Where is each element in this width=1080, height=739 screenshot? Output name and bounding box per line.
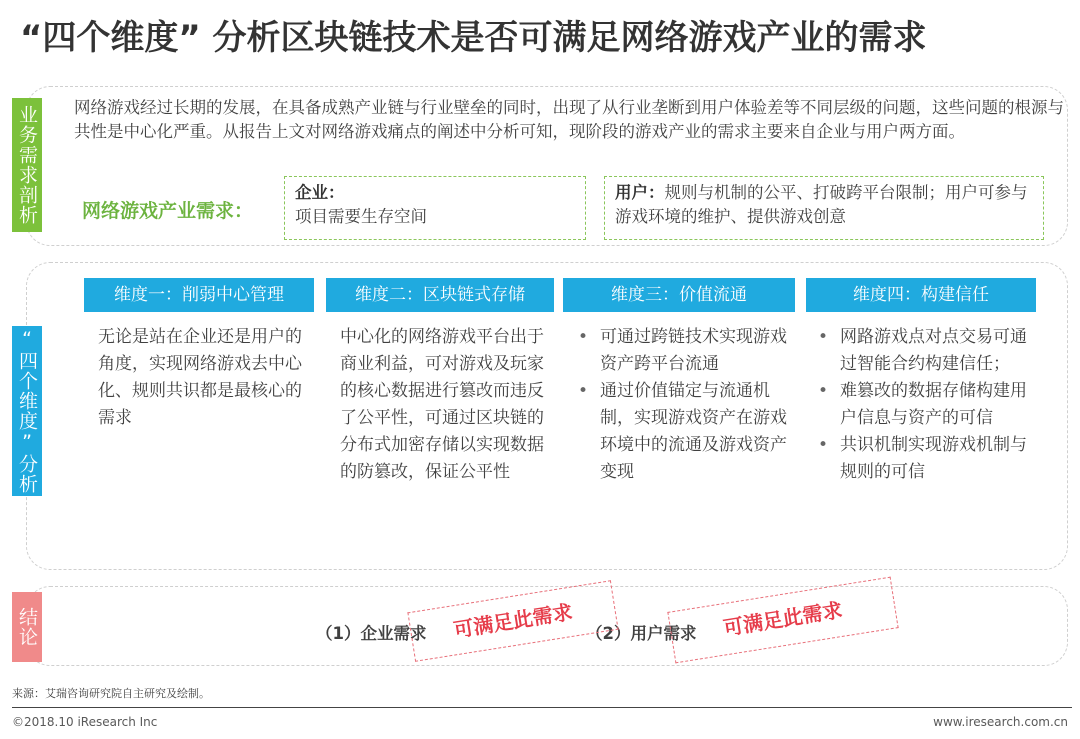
conclusion-label: 结论 — [12, 592, 42, 662]
satisfied-stamp: 可满足此需求 — [667, 577, 898, 664]
page-title: “四个维度” 分析区块链技术是否可满足网络游戏产业的需求 — [20, 18, 927, 58]
dimension-3-header: 维度三：价值流通 — [563, 278, 795, 312]
enterprise-title: 企业： — [295, 183, 345, 202]
dimension-2-header: 维度二：区块链式存储 — [326, 278, 554, 312]
enterprise-demand-box — [284, 176, 586, 240]
dimension-4-text — [816, 324, 1038, 486]
conclusion-enterprise: （1）企业需求 — [316, 624, 427, 643]
user-title: 用户： — [615, 183, 665, 202]
list-item: • 通过价值锚定与流通机制，实现游戏资产在游戏环境中的流通及游戏资产变现 — [576, 378, 798, 486]
enterprise-text: 项目需要生存空间 — [295, 207, 427, 226]
intro-paragraph: 网络游戏经过长期的发展，在具备成熟产业链与行业壁垒的同时，出现了从行业垄断到用户体验差等不同层级的问题，这些问题的根源与共性是中心化严重。从报告上文对网络游戏痛点的阐述中分析可知，现阶段的游戏产业的需求主要来自企业与用户两方面。 — [74, 98, 1064, 141]
dimension-1-text: 无论是站在企业还是用户的角度，实现网络游戏去中心化、规则共识都是最核心的需求 — [98, 327, 302, 428]
dimension-1-header: 维度一：削弱中心管理 — [84, 278, 314, 312]
dimension-3-text — [576, 324, 798, 486]
user-text: 规则与机制的公平、打破跨平台限制；用户可参与游戏环境的维护、提供游戏创意 — [615, 183, 1028, 226]
list-item: • 网路游戏点对点交易可通过智能合约构建信任； — [816, 324, 1038, 378]
footer-divider — [12, 707, 1072, 708]
business-demand-label: 业务需求剖析 — [12, 98, 42, 232]
list-item: • 难篡改的数据存储构建用户信息与资产的可信 — [816, 378, 1038, 432]
copyright: ©2018.10 iResearch Inc — [12, 715, 158, 729]
user-demand-box — [604, 176, 1044, 240]
list-item: • 共识机制实现游戏机制与规则的可信 — [816, 432, 1038, 486]
source-note: 来源：艾瑞咨询研究院自主研究及绘制。 — [12, 687, 210, 700]
satisfied-stamp: 可满足此需求 — [407, 580, 618, 662]
website-link[interactable]: www.iresearch.com.cn — [933, 715, 1068, 729]
dimension-2-text: 中心化的网络游戏平台出于商业利益，可对游戏及玩家的核心数据进行篡改而违反了公平性，可通过区块链的分布式加密存储以实现数据的防篡改，保证公平性 — [340, 327, 544, 482]
list-item: • 可通过跨链技术实现游戏资产跨平台流通 — [576, 324, 798, 378]
four-dimensions-label: “四个维度”分析 — [12, 326, 42, 496]
demand-label: 网络游戏产业需求： — [82, 200, 254, 222]
conclusion-user: （2）用户需求 — [586, 624, 697, 643]
dimension-4-header: 维度四：构建信任 — [806, 278, 1036, 312]
